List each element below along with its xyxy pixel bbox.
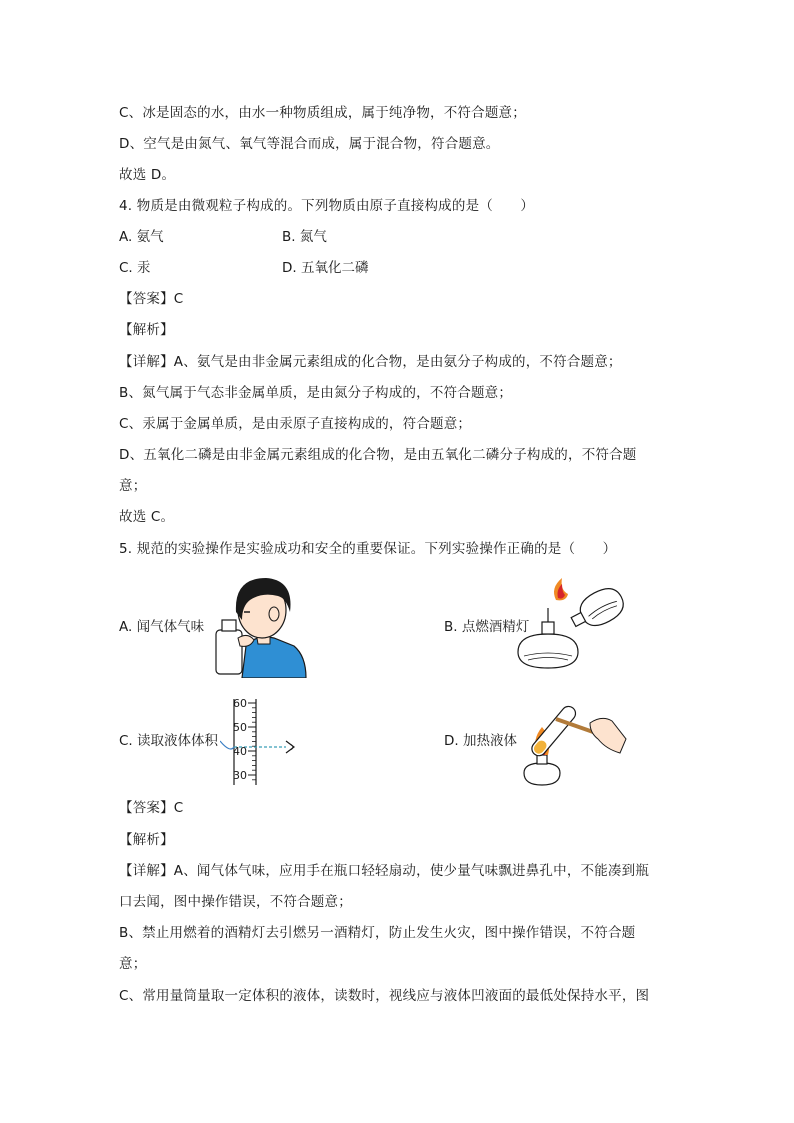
detail-line: 意；	[119, 478, 147, 494]
answer-label: 【答案】C	[119, 291, 184, 307]
option-a: A. 氨气	[119, 229, 164, 245]
analysis-label: 【解析】	[119, 322, 174, 338]
question-5-stem: 5. 规范的实验操作是实验成功和安全的重要保证。下列实验操作正确的是（ ）	[119, 541, 617, 557]
detail-line: 口去闻，图中操作错误，不符合题意；	[119, 894, 352, 910]
detail-line: B、禁止用燃着的酒精灯去引燃另一酒精灯，防止发生火灾，图中操作错误，不符合题	[119, 925, 636, 941]
text-line: D、空气是由氮气、氧气等混合而成，属于混合物，符合题意。	[119, 136, 500, 152]
detail-line: C、常用量筒量取一定体积的液体，读数时，视线应与液体凹液面的最低处保持水平，图	[119, 988, 650, 1004]
detail-line: 故选 C。	[119, 509, 175, 525]
detail-line: 【详解】A、闻气体气味，应用手在瓶口轻轻扇动，使少量气味飘进鼻孔中，不能凑到瓶	[119, 863, 650, 879]
option-b: B. 氮气	[282, 229, 327, 245]
tick-label: 30	[233, 769, 247, 782]
detail-line: 意；	[119, 956, 147, 972]
lighting-alcohol-lamp-figure	[510, 578, 634, 672]
smelling-gas-figure	[212, 572, 308, 678]
option-b: B. 点燃酒精灯	[444, 619, 530, 635]
detail-line: B、氮气属于气态非金属单质，是由氮分子构成的，不符合题意；	[119, 385, 513, 401]
option-a: A. 闻气体气味	[119, 619, 205, 635]
analysis-label: 【解析】	[119, 832, 174, 848]
tick-label: 50	[233, 721, 247, 734]
text-line: C、冰是固态的水，由水一种物质组成，属于纯净物，不符合题意；	[119, 105, 526, 121]
option-c: C. 汞	[119, 260, 151, 276]
detail-line: D、五氧化二磷是由非金属元素组成的化合物，是由五氧化二磷分子构成的，不符合题	[119, 447, 637, 463]
answer-label: 【答案】C	[119, 800, 184, 816]
tick-label: 60	[233, 697, 247, 710]
detail-line: 【详解】A、氨气是由非金属元素组成的化合物，是由氨分子构成的，不符合题意；	[119, 354, 622, 370]
option-d: D. 五氧化二磷	[282, 260, 369, 276]
option-d: D. 加热液体	[444, 733, 517, 749]
option-c: C. 读取液体体积	[119, 733, 219, 749]
heating-liquid-figure	[516, 693, 628, 789]
question-4-stem: 4. 物质是由微观粒子构成的。下列物质由原子直接构成的是（ ）	[119, 198, 535, 214]
detail-line: C、汞属于金属单质，是由汞原子直接构成的，符合题意；	[119, 416, 472, 432]
text-line: 故选 D。	[119, 167, 176, 183]
tick-label: 40	[233, 745, 247, 758]
